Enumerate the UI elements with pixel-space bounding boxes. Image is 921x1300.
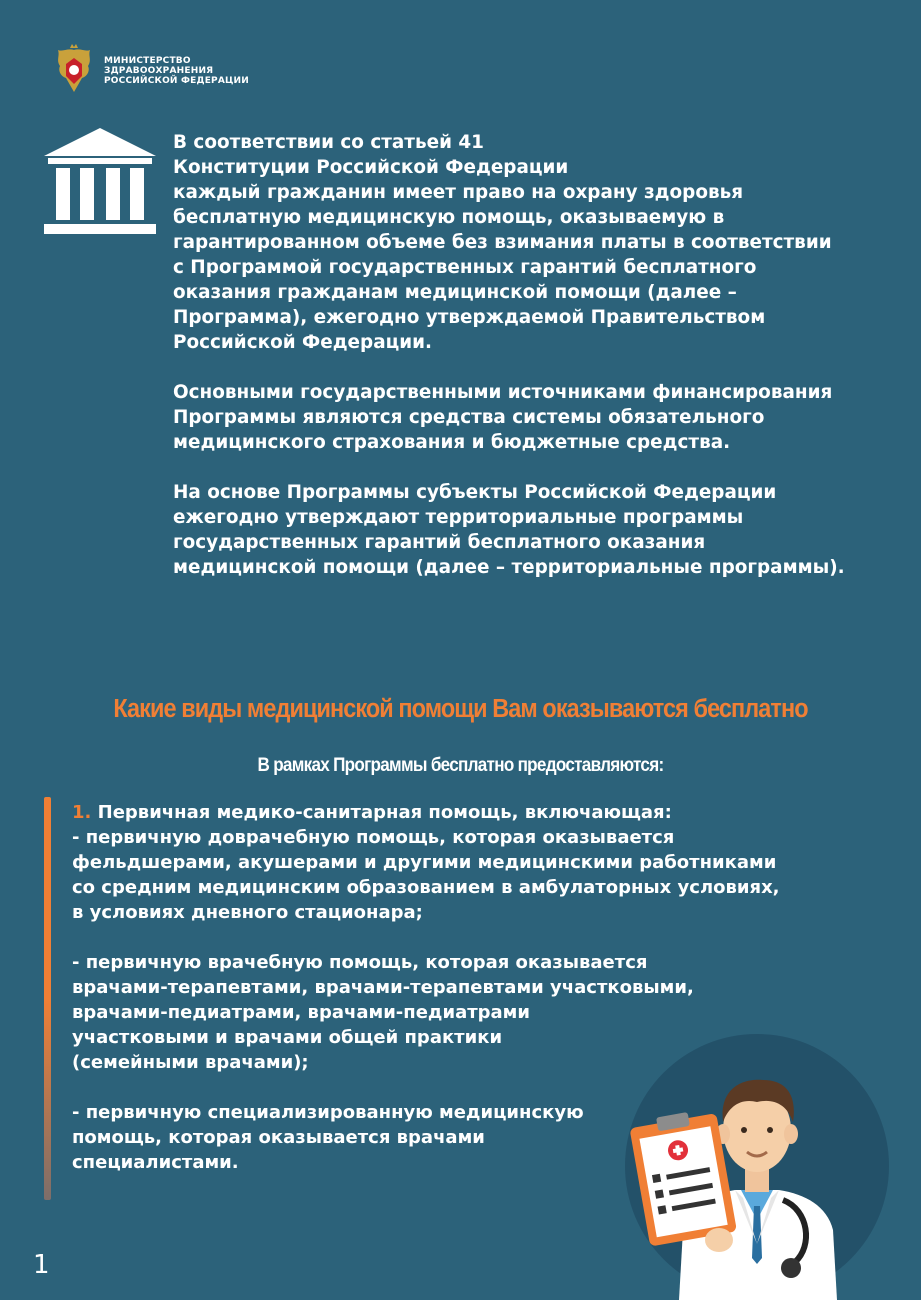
- section-subtitle: В рамках Программы бесплатно предоставляются:: [257, 755, 664, 776]
- item-title: Первичная медико-санитарная помощь, включающая:: [91, 802, 672, 823]
- list-item: - первичную врачебную помощь, которая оказывается врачами-терапевтами, врачами-терапевтами участковыми, врачами-педиатрами, врачами-педиатрами участковыми и врачами общей практики (семейными врачами);: [72, 952, 694, 1073]
- ministry-line: ЗДРАВООХРАНЕНИЯ: [104, 66, 214, 76]
- list-item: - первичную специализированную медицинскую помощь, которая оказывается врачами специалистами.: [72, 1102, 584, 1173]
- intro-paragraph: Основными государственными источниками финансирования Программы являются средства системы обязательного медицинского страхования и бюджетные средства.: [173, 382, 833, 453]
- item-number: 1.: [72, 802, 92, 823]
- government-building-icon: [44, 128, 156, 234]
- ministry-emblem-icon: [52, 44, 96, 96]
- intro-paragraph: В соответствии со статьей 41 Конституции Российской Федерации каждый гражданин имеет право на охрану здоровья бесплатную медицинскую помощь, оказываемую в гарантированном объеме без взимания платы в соответствии с Программой государственных гарантий бесплатного оказания гражданам медицинской помощи (далее – Программа), ежегодно утверждаемой Правительством Российской Федерации.: [173, 132, 832, 353]
- ministry-name: [104, 56, 249, 86]
- list-item: [72, 800, 872, 925]
- intro-text: [173, 130, 893, 605]
- accent-bar: [44, 797, 51, 1200]
- intro-paragraph: На основе Программы субъекты Российской Федерации ежегодно утверждают территориальные программы государственных гарантий бесплатного оказания медицинской помощи (далее – территориальные программы).: [173, 482, 845, 578]
- doctor-with-clipboard-illustration: [623, 1030, 891, 1300]
- ministry-logo: [52, 44, 252, 96]
- ministry-line: РОССИЙСКОЙ ФЕДЕРАЦИИ: [104, 76, 250, 86]
- item-text: - первичную доврачебную помощь, которая оказывается фельдшерами, акушерами и другими медицинскими работниками со средним медицинским образованием в амбулаторных условиях, в условиях дневного стационара;: [72, 827, 780, 923]
- section-title: Какие виды медицинской помощи Вам оказываются бесплатно: [113, 695, 808, 723]
- page-number: 1: [33, 1250, 50, 1280]
- ministry-line: МИНИСТЕРСТВО: [104, 56, 191, 66]
